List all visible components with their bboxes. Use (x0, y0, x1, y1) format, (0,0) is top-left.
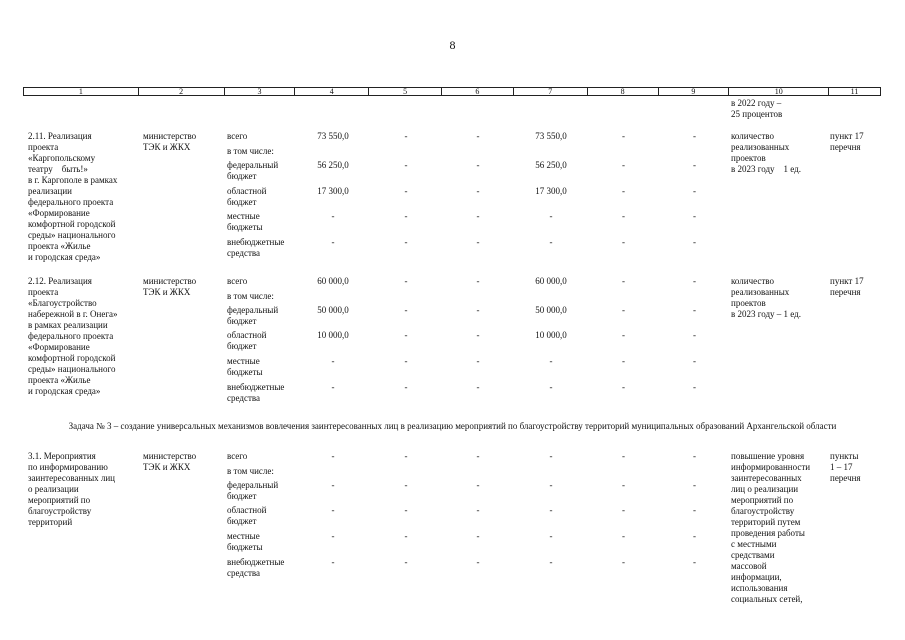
value-total-col6: - (476, 276, 480, 286)
value-federal-col4: 50 000,0 (317, 305, 349, 315)
value-regional-col4: 17 300,0 (317, 186, 349, 196)
value-federal-col5: - (404, 480, 408, 490)
row-label-extrabudgetary: внебюджетные средства (227, 557, 285, 578)
value-regional-col9: - (693, 186, 696, 196)
page-number: 8 (449, 38, 456, 52)
row-label-including: в том числе: (227, 146, 274, 156)
value-federal-col4: 56 250,0 (317, 160, 349, 170)
value-extrabudgetary-col9: - (693, 557, 696, 567)
row-label-total: всего (227, 451, 248, 461)
value-extrabudgetary-col5: - (404, 382, 408, 392)
value-extrabudgetary-col5: - (404, 557, 408, 567)
list-reference: пункты 1 – 17 перечня (830, 451, 861, 483)
column-header-2: 2 (139, 88, 225, 95)
row-label-including: в том числе: (227, 466, 274, 476)
value-local-col7: - (549, 531, 553, 541)
row-label-extrabudgetary: внебюджетные средства (227, 382, 285, 403)
column-header-7: 7 (514, 88, 588, 95)
list-reference: пункт 17 перечня (830, 131, 864, 152)
result-indicator: количество реализованных проектов в 2023 году 1 ед. (731, 131, 801, 174)
value-total-col5: - (404, 131, 408, 141)
value-total-col9: - (693, 131, 696, 141)
column-header-11: 11 (850, 87, 859, 96)
row-label-local: местные бюджеты (227, 356, 263, 377)
value-local-col4: - (331, 211, 335, 221)
value-local-col7: - (549, 356, 553, 366)
value-total-col7: 60 000,0 (535, 276, 567, 286)
value-total-col4: 73 550,0 (317, 131, 349, 141)
value-extrabudgetary-col4: - (331, 237, 335, 247)
measure-title: 3.1. Мероприятия по информированию заинтересованных лиц о реализации мероприятий по благоустройству территорий (28, 451, 116, 527)
value-regional-col7: 17 300,0 (535, 186, 567, 196)
value-extrabudgetary-col4: - (331, 557, 335, 567)
value-extrabudgetary-col5: - (404, 237, 408, 247)
row-label-federal: федеральный бюджет (227, 305, 279, 326)
table-header-row (23, 87, 881, 96)
value-local-col6: - (476, 531, 480, 541)
value-extrabudgetary-col6: - (476, 237, 480, 247)
value-extrabudgetary-col9: - (693, 382, 696, 392)
value-total-col7: - (549, 451, 553, 461)
value-federal-col9: - (693, 305, 696, 315)
value-total-col4: 60 000,0 (317, 276, 349, 286)
value-regional-col9: - (693, 505, 696, 515)
value-total-col8: - (622, 451, 625, 461)
value-regional-col4: 10 000,0 (317, 330, 349, 340)
value-regional-col5: - (404, 186, 408, 196)
value-regional-col5: - (404, 505, 408, 515)
value-local-col5: - (404, 211, 408, 221)
column-header-4: 4 (295, 88, 369, 95)
measure-title: 2.12. Реализация проекта «Благоустройство набережной в г. Онега» в рамках реализации федерального проекта «Формирование комфортной городской среды» национального проекта «Жилье и городская среда» (28, 276, 118, 396)
value-regional-col4: - (331, 505, 335, 515)
column-header-3: 3 (225, 88, 296, 95)
value-total-col6: - (476, 451, 480, 461)
value-federal-col7: 56 250,0 (535, 160, 567, 170)
value-local-col9: - (693, 531, 696, 541)
value-local-col9: - (693, 356, 696, 366)
column-header-5: 5 (369, 88, 442, 95)
value-local-col7: - (549, 211, 553, 221)
value-extrabudgetary-col4: - (331, 382, 335, 392)
value-local-col4: - (331, 356, 335, 366)
row-label-extrabudgetary: внебюджетные средства (227, 237, 285, 258)
executor: министерство ТЭК и ЖКХ (143, 131, 197, 152)
value-extrabudgetary-col6: - (476, 382, 480, 392)
row-label-regional: областной бюджет (227, 330, 267, 351)
value-local-col8: - (622, 211, 625, 221)
row-label-local: местные бюджеты (227, 211, 263, 232)
value-regional-col8: - (622, 505, 625, 515)
measure-title: 2.11. Реализация проекта «Каргопольскому театру быть!» в г. Каргополе в рамках реализации федерального проекта «Формирование комфортной городской среды» национального проекта «Жилье и городская среда» (28, 131, 118, 262)
value-extrabudgetary-col7: - (549, 557, 553, 567)
value-federal-col9: - (693, 480, 696, 490)
value-local-col4: - (331, 531, 335, 541)
value-total-col5: - (404, 451, 408, 461)
value-extrabudgetary-col8: - (622, 382, 625, 392)
value-federal-col5: - (404, 305, 408, 315)
column-header-9: 9 (659, 88, 730, 95)
value-extrabudgetary-col8: - (622, 237, 625, 247)
value-local-col8: - (622, 531, 625, 541)
value-extrabudgetary-col7: - (549, 382, 553, 392)
value-federal-col5: - (404, 160, 408, 170)
executor: министерство ТЭК и ЖКХ (143, 451, 197, 472)
value-regional-col7: - (549, 505, 553, 515)
value-regional-col6: - (476, 505, 480, 515)
carryover-result-text: в 2022 году – 25 процентов (731, 98, 783, 119)
row-label-including: в том числе: (227, 291, 274, 301)
executor: министерство ТЭК и ЖКХ (143, 276, 197, 297)
value-total-col9: - (693, 276, 696, 286)
value-regional-col6: - (476, 330, 480, 340)
row-label-local: местные бюджеты (227, 531, 263, 552)
list-reference: пункт 17 перечня (830, 276, 864, 297)
value-local-col6: - (476, 211, 480, 221)
value-total-col4: - (331, 451, 335, 461)
row-label-regional: областной бюджет (227, 505, 267, 526)
value-total-col7: 73 550,0 (535, 131, 567, 141)
row-label-total: всего (227, 131, 248, 141)
column-header-8: 8 (588, 88, 659, 95)
value-local-col5: - (404, 356, 408, 366)
value-local-col9: - (693, 211, 696, 221)
value-extrabudgetary-col9: - (693, 237, 696, 247)
value-federal-col9: - (693, 160, 696, 170)
value-regional-col8: - (622, 330, 625, 340)
column-header-10: 10 (729, 88, 829, 95)
row-label-federal: федеральный бюджет (227, 480, 279, 501)
value-federal-col4: - (331, 480, 335, 490)
value-regional-col7: 10 000,0 (535, 330, 567, 340)
column-header-6: 6 (442, 88, 514, 95)
value-regional-col9: - (693, 330, 696, 340)
value-total-col8: - (622, 131, 625, 141)
result-indicator: количество реализованных проектов в 2023 году – 1 ед. (731, 276, 801, 319)
value-regional-col6: - (476, 186, 480, 196)
value-federal-col7: - (549, 480, 553, 490)
row-label-total: всего (227, 276, 248, 286)
value-regional-col8: - (622, 186, 625, 196)
result-indicator: повышение уровня информированности заинтересованных лиц о реализации мероприятий по благоустройству территорий путем проведения работы с местными средствами массовой информации, использования социальных сетей, (731, 451, 811, 604)
value-federal-col8: - (622, 305, 625, 315)
value-total-col9: - (693, 451, 696, 461)
value-extrabudgetary-col7: - (549, 237, 553, 247)
value-regional-col5: - (404, 330, 408, 340)
row-label-federal: федеральный бюджет (227, 160, 279, 181)
value-extrabudgetary-col6: - (476, 557, 480, 567)
value-total-col6: - (476, 131, 480, 141)
value-federal-col8: - (622, 160, 625, 170)
value-local-col5: - (404, 531, 408, 541)
value-extrabudgetary-col8: - (622, 557, 625, 567)
row-label-regional: областной бюджет (227, 186, 267, 207)
value-federal-col6: - (476, 160, 480, 170)
value-total-col5: - (404, 276, 408, 286)
value-local-col8: - (622, 356, 625, 366)
task-3-heading: Задача № 3 – создание универсальных механизмов вовлечения заинтересованных лиц в реализацию мероприятий по благоустройству территорий муниципальных образований Архангельской области (68, 421, 837, 431)
value-federal-col8: - (622, 480, 625, 490)
value-federal-col6: - (476, 480, 480, 490)
value-total-col8: - (622, 276, 625, 286)
value-federal-col6: - (476, 305, 480, 315)
value-local-col6: - (476, 356, 480, 366)
column-header-1: 1 (24, 88, 139, 95)
value-federal-col7: 50 000,0 (535, 305, 567, 315)
